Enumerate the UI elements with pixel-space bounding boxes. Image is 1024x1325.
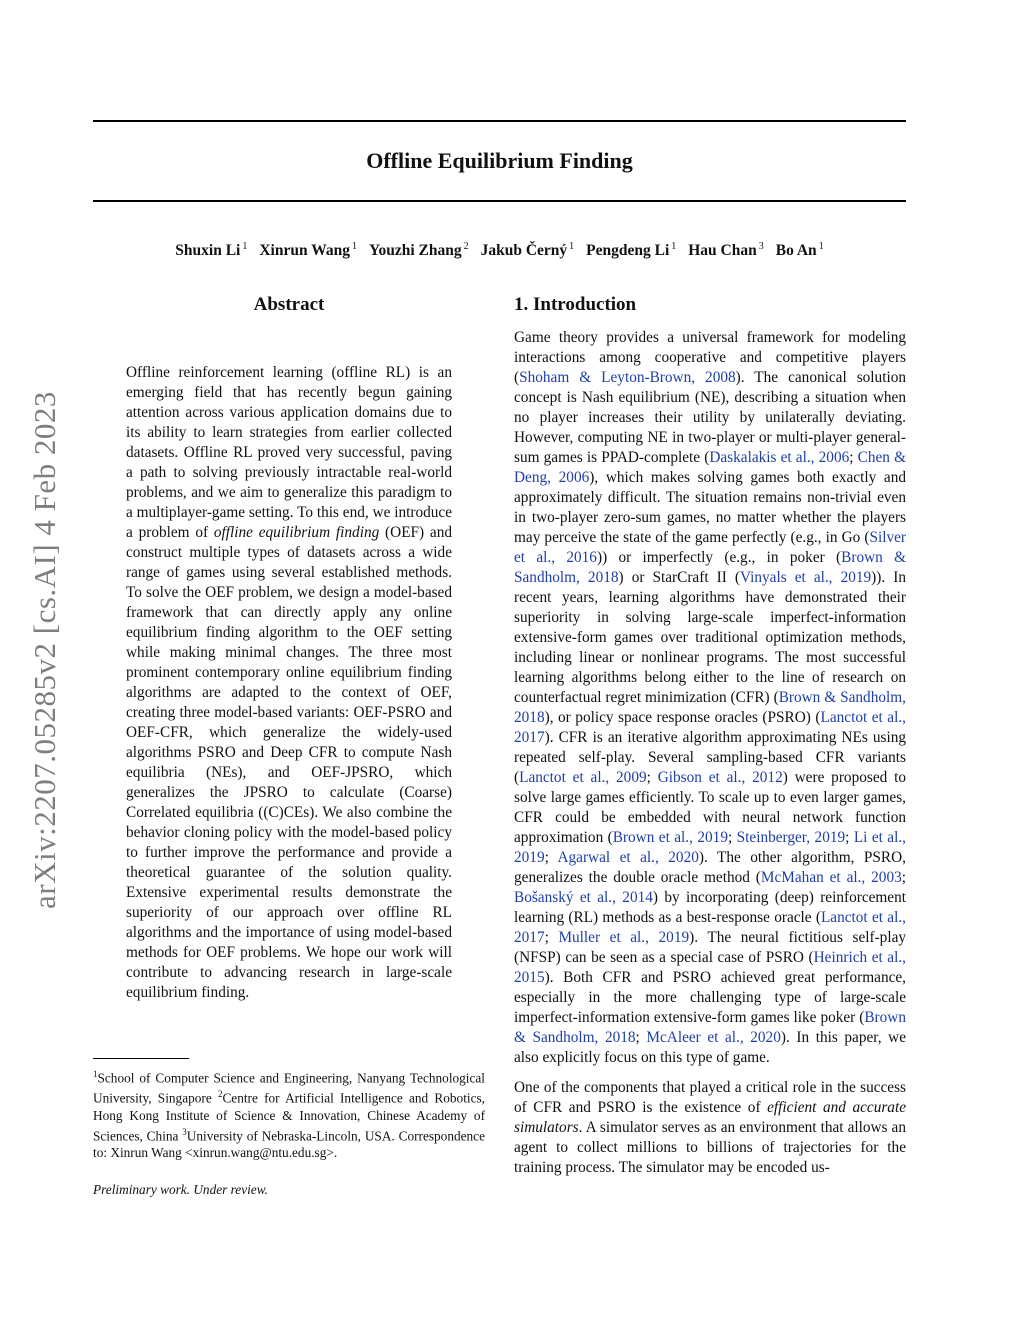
citation-link[interactable]: Brown & Sandholm, 2018 [514, 1009, 906, 1046]
paragraph-text: ; [901, 869, 906, 886]
paragraph-text: ; [727, 829, 737, 846]
citation-link[interactable]: Brown et al., 2019 [612, 829, 728, 846]
abstract-emphasis: offline equilibrium finding [213, 524, 380, 541]
paragraph-text: ; [845, 829, 854, 846]
paragraph-text: . A simulator serves as an environment that allows an agent to collect millions to billions of trajectories for the training process. The simulator may be encoded us- [514, 1119, 906, 1176]
author-affiliation-marker: 2 [463, 241, 469, 252]
author [259, 242, 357, 259]
paragraph-text: ) were proposed to solve large games efficiently. To scale up to even larger games, CFR could be embedded with neural network function approximation ( [514, 769, 906, 846]
paragraph-text: ; [646, 769, 658, 786]
author-affiliation-marker: 1 [569, 241, 575, 252]
abstract-text-part-1: Offline reinforcement learning (offline RL) is an emerging field that has recently begun gaining attention across various application domains due to its ability to learn strategies from earlier collected datasets. Offline RL proved very successful, paving a path to solving previously intractable real-world problems, and we aim to generalize this paradigm to a multiplayer-game setting. To this end, we introduce a problem of [126, 364, 452, 541]
citation-link[interactable]: Silver et al., 2016 [514, 529, 906, 566]
paragraph-text: Game theory provides a universal framework for modeling interactions among cooperative and competitive players ( [514, 329, 906, 386]
arxiv-identifier: arXiv:2207.05285v2 [cs.AI] 4 Feb 2023 [27, 391, 62, 909]
footnote-marker-3: 3 [182, 1126, 187, 1137]
citation-link[interactable]: Bošanský et al., 2014 [514, 889, 653, 906]
author [776, 242, 824, 259]
affiliation-2: Centre for Artificial Intelligence and Robotics, Hong Kong Institute of Science & Innovation, Chinese Academy of Sciences, China [93, 1090, 485, 1144]
author-affiliation-marker: 1 [818, 241, 824, 252]
author-affiliation-marker: 1 [351, 241, 357, 252]
author [369, 242, 469, 259]
title-top-rule [93, 120, 906, 122]
author [688, 242, 764, 259]
paragraph-text: ). Both CFR and PSRO achieved great performance, especially in the more challenging type of large-scale imperfect-information extensive-form games like poker ( [514, 969, 906, 1026]
author [586, 242, 676, 259]
author-name: Youzhi Zhang [368, 242, 462, 260]
review-status-note: Preliminary work. Under review. [93, 1182, 268, 1197]
citation-link[interactable]: Li et al., 2019 [514, 829, 906, 866]
author-name: Xinrun Wang [259, 242, 350, 260]
author-affiliation-marker: 1 [671, 241, 677, 252]
citation-link[interactable]: Daskalakis et al., 2006 [709, 449, 850, 466]
citation-link[interactable]: Heinrich et al., 2015 [514, 949, 906, 986]
paragraph-text: ) or StarCraft II ( [618, 569, 740, 586]
author-name: Hau Chan [688, 242, 757, 260]
author-list [93, 236, 906, 262]
paragraph-text: ). The other algorithm, PSRO, generalizes the double oracle method ( [514, 849, 906, 886]
paragraph-text: ; [544, 929, 559, 946]
emphasized-text: efficient and accurate simulators [514, 1099, 906, 1136]
author [481, 242, 575, 259]
citation-link[interactable]: Lanctot et al., 2017 [514, 709, 906, 746]
affiliations-footnote [93, 1066, 485, 1161]
author-name: Jakub Černý [480, 242, 568, 260]
citation-link[interactable]: Lanctot et al., 2009 [519, 769, 647, 786]
paragraph-text: ). In this paper, we also explicitly focus on this type of game. [514, 1029, 907, 1066]
intro-paragraph-1 [514, 328, 906, 1068]
citation-link[interactable]: Shoham & Leyton-Brown, 2008 [519, 369, 736, 386]
citation-link[interactable]: Vinyals et al., 2019 [739, 569, 872, 586]
paragraph-text: ), which makes solving games both exactly and approximately difficult. The situation remains non-trivial even in two-player zero-sum games, no matter whether the players may perceive the state of the game perfectly (e.g., in Go ( [514, 469, 906, 546]
affiliation-3: University of Nebraska-Lincoln, USA. Correspondence to: Xinrun Wang <xinrun.wang@ntu.edu.sg>. [93, 1128, 485, 1161]
affiliation-1: School of Computer Science and Engineering, Nanyang Technological University, Singapore [93, 1070, 485, 1106]
intro-paragraph-2 [514, 1078, 906, 1178]
citation-link[interactable]: Gibson et al., 2012 [657, 769, 783, 786]
introduction-body [514, 328, 906, 1188]
author [175, 242, 247, 259]
author-affiliation-marker: 3 [758, 241, 764, 252]
paragraph-text: ; [544, 849, 558, 866]
paragraph-text: ). The canonical solution concept is Nash equilibrium (NE), describing a situation when no player increases their utility by unilaterally deviating. However, computing NE in two-player or multi-player general-sum games is PPAD-complete ( [514, 369, 906, 466]
abstract-body [126, 363, 452, 1003]
citation-link[interactable]: McMahan et al., 2003 [760, 869, 902, 886]
paragraph-text: ). CFR is an iterative algorithm approximating NEs using repeated self-play. Several sampling-based CFR variants ( [514, 729, 906, 786]
paper-title: Offline Equilibrium Finding [366, 148, 633, 173]
author-affiliation-marker: 1 [242, 241, 248, 252]
footnote-rule [93, 1058, 189, 1059]
author-name: Pengdeng Li [586, 242, 670, 260]
author-name: Bo An [775, 242, 817, 260]
paragraph-text: ) by incorporating (deep) reinforcement learning (RL) methods as a best-response oracle ( [514, 889, 906, 926]
author-name: Shuxin Li [175, 242, 241, 260]
citation-link[interactable]: Muller et al., 2019 [558, 929, 690, 946]
footnote-marker-1: 1 [93, 1069, 98, 1079]
citation-link[interactable]: Brown & Sandholm, 2018 [514, 549, 906, 586]
footnote-marker-2: 2 [217, 1089, 223, 1100]
citation-link[interactable]: McAleer et al., 2020 [646, 1029, 781, 1046]
paragraph-text: )). In recent years, learning algorithms have demonstrated their superiority in solving large-scale imperfect-information extensive-form games over traditional optimization methods, including linear or nonlinear programs. The most successful learning algorithms belong either to the line of research on counterfactual regret minimization (CFR) ( [514, 569, 906, 706]
citation-link[interactable]: Chen & Deng, 2006 [514, 449, 906, 486]
citation-link[interactable]: Lanctot et al., 2017 [514, 909, 906, 946]
paragraph-text: One of the components that played a critical role in the success of CFR and PSRO is the existence of [514, 1079, 906, 1116]
citation-link[interactable]: Agarwal et al., 2020 [557, 849, 699, 866]
citation-link[interactable]: Steinberger, 2019 [736, 829, 846, 846]
paragraph-text: ), or policy space response oracles (PSRO) ( [544, 709, 821, 726]
title-bottom-rule [93, 200, 906, 202]
paragraph-text: ). The neural fictitious self-play (NFSP) can be seen as a special case of PSRO ( [514, 929, 907, 966]
citation-link[interactable]: Brown & Sandholm, 2018 [514, 689, 906, 726]
abstract-heading: Abstract [253, 294, 325, 315]
paragraph-text: )) or imperfectly (e.g., in poker ( [596, 549, 842, 566]
abstract-text-part-2: (OEF) and construct multiple types of datasets across a wide range of games using several established methods. To solve the OEF problem, we design a model-based framework that can directly apply any online equilibrium finding algorithm to the OEF setting while making minimal changes. The three most prominent contemporary online equilibrium finding algorithms are adapted to the context of OEF, creating three model-based variants: OEF-PSRO and OEF-CFR, which generalize the widely-used algorithms PSRO and Deep CFR to compute Nash equilibria (NEs), and OEF-JPSRO, which generalizes the JPSRO to calculate (Coarse) Correlated equilibria ((C)CEs). We also combine the behavior cloning policy with the model-based policy to further improve the performance and provide a theoretical guarantee of the solution quality. Extensive experimental results demonstrate the superiority of our approach over offline RL algorithms and the importance of using model-based methods for OEF problems. We hope our work will contribute to advancing research in large-scale equilibrium finding. [126, 524, 453, 1001]
paragraph-text: ; [635, 1029, 647, 1046]
introduction-heading: 1. Introduction [514, 294, 637, 315]
paragraph-text: ; [849, 449, 858, 466]
